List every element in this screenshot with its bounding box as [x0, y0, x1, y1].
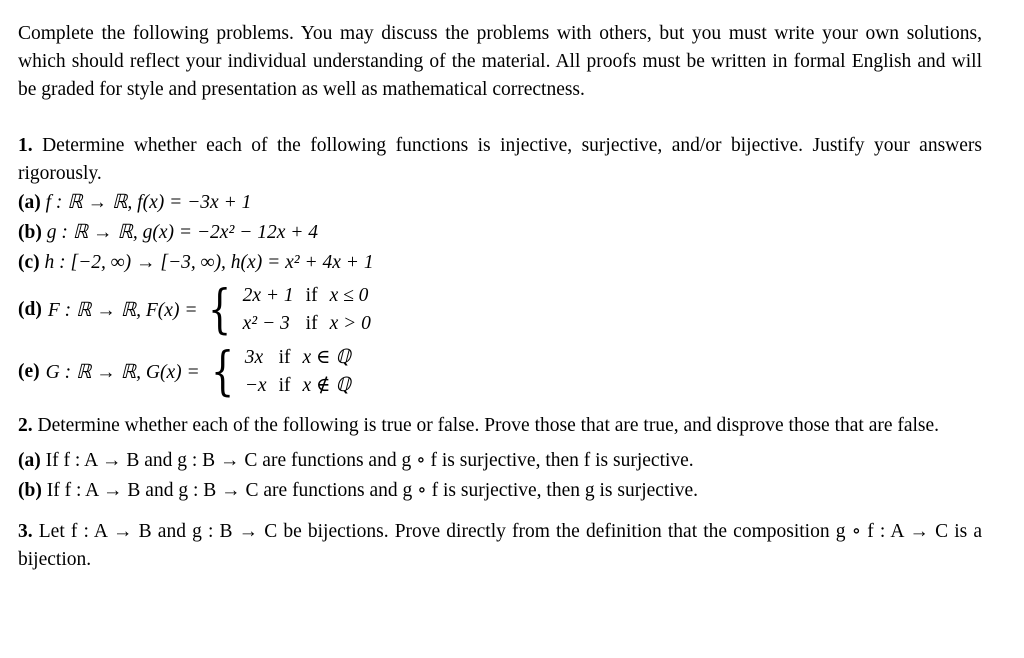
part-math: h : [−2, ∞) → [−3, ∞), h(x) = x² + 4x + 1: [44, 252, 374, 273]
problem-2-number: 2.: [18, 415, 33, 436]
problem-1e: [18, 344, 982, 400]
case-cond: x ∈ ℚ: [302, 347, 351, 368]
problem-1b: [18, 218, 982, 248]
case-if: if: [305, 313, 318, 334]
case-expr: −x: [244, 375, 267, 396]
part-label: (d): [18, 299, 42, 320]
left-brace: {: [208, 280, 232, 340]
part-label: (b): [18, 480, 42, 501]
part-math: G : ℝ → ℝ, G(x) =: [45, 362, 200, 383]
part-text: If f : A → B and g : B → C are functions and g ∘ f is surjective, then g is surjective.: [46, 480, 699, 501]
part-text: If f : A → B and g : B → C are functions and g ∘ f is surjective, then f is surjective.: [45, 450, 694, 471]
case-expr: 2x + 1: [242, 285, 294, 306]
case-cond: x ≤ 0: [329, 285, 369, 306]
problem-1-statement: [18, 132, 982, 188]
part-label: (a): [18, 192, 41, 213]
part-label: (e): [18, 361, 40, 382]
problem-2a: [18, 446, 982, 476]
problem-3-statement: [18, 518, 982, 574]
instructions-paragraph: Complete the following problems. You may discuss the problems with others, but you must write your own solutions, which should reflect your individual understanding of the material. All proofs must be written in formal English and will be graded for style and presentation as well as mathematical correctness.: [18, 23, 982, 100]
problem-1-text: Determine whether each of the following functions is injective, surjective, and/or bijective. Justify your answers rigorously.: [18, 135, 982, 184]
case-expr: x² − 3: [242, 313, 290, 334]
part-math: F : ℝ → ℝ, F(x) =: [47, 300, 198, 321]
problem-1c: [18, 248, 982, 278]
problem-2: [18, 412, 982, 506]
part-label: (b): [18, 222, 42, 243]
problem-1: [18, 132, 982, 400]
problem-3-text: Let f : A → B and g : B → C be bijections. Prove directly from the definition that the composition g ∘ f : A → C is a bijection.: [18, 521, 982, 570]
problem-1a: [18, 188, 982, 218]
part-label: (c): [18, 252, 40, 273]
case-cond: x ∉ ℚ: [302, 375, 351, 396]
left-brace: {: [210, 342, 234, 402]
problem-2-statement: [18, 412, 982, 440]
problem-1d: [18, 282, 982, 338]
part-label: (a): [18, 450, 41, 471]
part-math: f : ℝ → ℝ, f(x) = −3x + 1: [45, 192, 252, 213]
problem-3-number: 3.: [18, 521, 33, 542]
homework-page: [18, 20, 982, 574]
piecewise-cases: [245, 344, 351, 400]
piecewise-cases: [243, 282, 371, 338]
problem-2-text: Determine whether each of the following is true or false. Prove those that are true, and disprove those that are false.: [37, 415, 940, 436]
case-expr: 3x: [244, 347, 264, 368]
problem-3: [18, 518, 982, 574]
case-if: if: [305, 285, 318, 306]
case-if: if: [278, 347, 291, 368]
part-math: g : ℝ → ℝ, g(x) = −2x² − 12x + 4: [46, 222, 319, 243]
case-if: if: [278, 375, 291, 396]
problem-2b: [18, 476, 982, 506]
case-cond: x > 0: [329, 313, 371, 334]
problem-1-number: 1.: [18, 135, 33, 156]
